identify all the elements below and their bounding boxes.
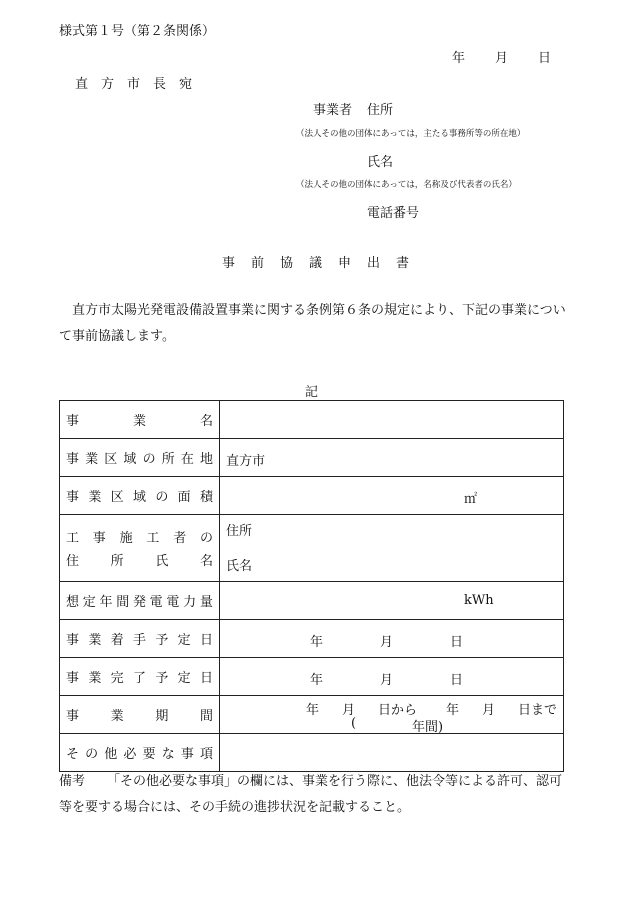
area-field[interactable] [220,477,564,515]
start-date-field[interactable] [220,620,564,658]
period-years: 年間) [412,720,444,735]
date-day: 日 [538,51,552,66]
body-text: 直方市太陽光発電設備設置事業に関する条例第６条の規定により、下記の事業について事前協議します。 [59,303,566,344]
address-note: （法人その他の団体にあっては，主たる事務所等の所在地） [296,129,526,139]
date-year: 年 [452,51,466,66]
start-day: 日 [450,635,464,650]
period-field[interactable] [220,696,564,734]
notes-label: 備考 [59,774,86,789]
other-matters-label: そ の 他 必 要 な 事 項 [60,734,220,772]
end-date-field[interactable] [220,658,564,696]
start-date-label: 事 業 着 手 予 定 日 [60,620,220,658]
ki-heading: 記 [305,385,319,400]
address-label: 住所 [367,103,394,118]
document-title: 事前協議申出書 [222,256,426,271]
period-from-year: 年 [306,703,320,718]
table-row [60,401,564,439]
date-month: 月 [495,51,509,66]
period-paren-open: ( [351,716,357,731]
name-note: （法人その他の団体にあっては，名称及び代表者の氏名） [296,180,517,190]
area-unit: ㎡ [464,492,478,507]
table-row [60,658,564,696]
contractor-field[interactable] [220,515,564,582]
contractor-name-label: 氏名 [226,559,253,574]
name-label: 氏名 [367,155,394,170]
power-unit: kWh [464,593,494,608]
addressee: 直 方 市 長 宛 [75,77,193,92]
period-from-day: 日から [378,703,418,718]
other-matters-field[interactable] [220,734,564,772]
table-row [60,620,564,658]
project-name-field[interactable] [220,401,564,439]
business-label: 事業者 [313,103,353,118]
table-row [60,734,564,772]
form-number: 様式第１号（第２条関係） [59,24,216,39]
table-row [60,696,564,734]
end-month: 月 [380,673,394,688]
annual-power-label: 想 定 年 間 発 電 電 力 量 [60,582,220,620]
period-to-year: 年 [446,703,460,718]
project-name-label: 事 業 名 [60,401,220,439]
end-day: 日 [450,673,464,688]
table-row [60,515,564,582]
period-label: 事 業 期 間 [60,696,220,734]
period-to-day: 日まで [518,703,558,718]
annual-power-field[interactable] [220,582,564,620]
contractor-label: 工 事 施 工 者 の 住 所 氏 名 [60,515,220,582]
notes-text: 「その他必要な事項」の欄には、事業を行う際に、他法令等による許可、認可等を要する場合には、その手続の進捗状況を記載すること。 [59,774,563,815]
phone-label: 電話番号 [367,206,420,221]
period-to-month: 月 [482,703,496,718]
area-label: 事 業 区 域 の 面 積 [60,477,220,515]
start-year: 年 [310,635,324,650]
end-year: 年 [310,673,324,688]
table-row [60,477,564,515]
contractor-address-label: 住所 [226,524,253,539]
location-label: 事 業 区 域 の 所 在 地 [60,439,220,477]
start-month: 月 [380,635,394,650]
end-date-label: 事 業 完 了 予 定 日 [60,658,220,696]
period-from-month: 月 [342,703,356,718]
table-row [60,439,564,477]
location-field[interactable] [220,439,564,477]
table-row [60,582,564,620]
notes [59,769,569,821]
location-value: 直方市 [226,454,266,469]
application-table [59,400,564,772]
